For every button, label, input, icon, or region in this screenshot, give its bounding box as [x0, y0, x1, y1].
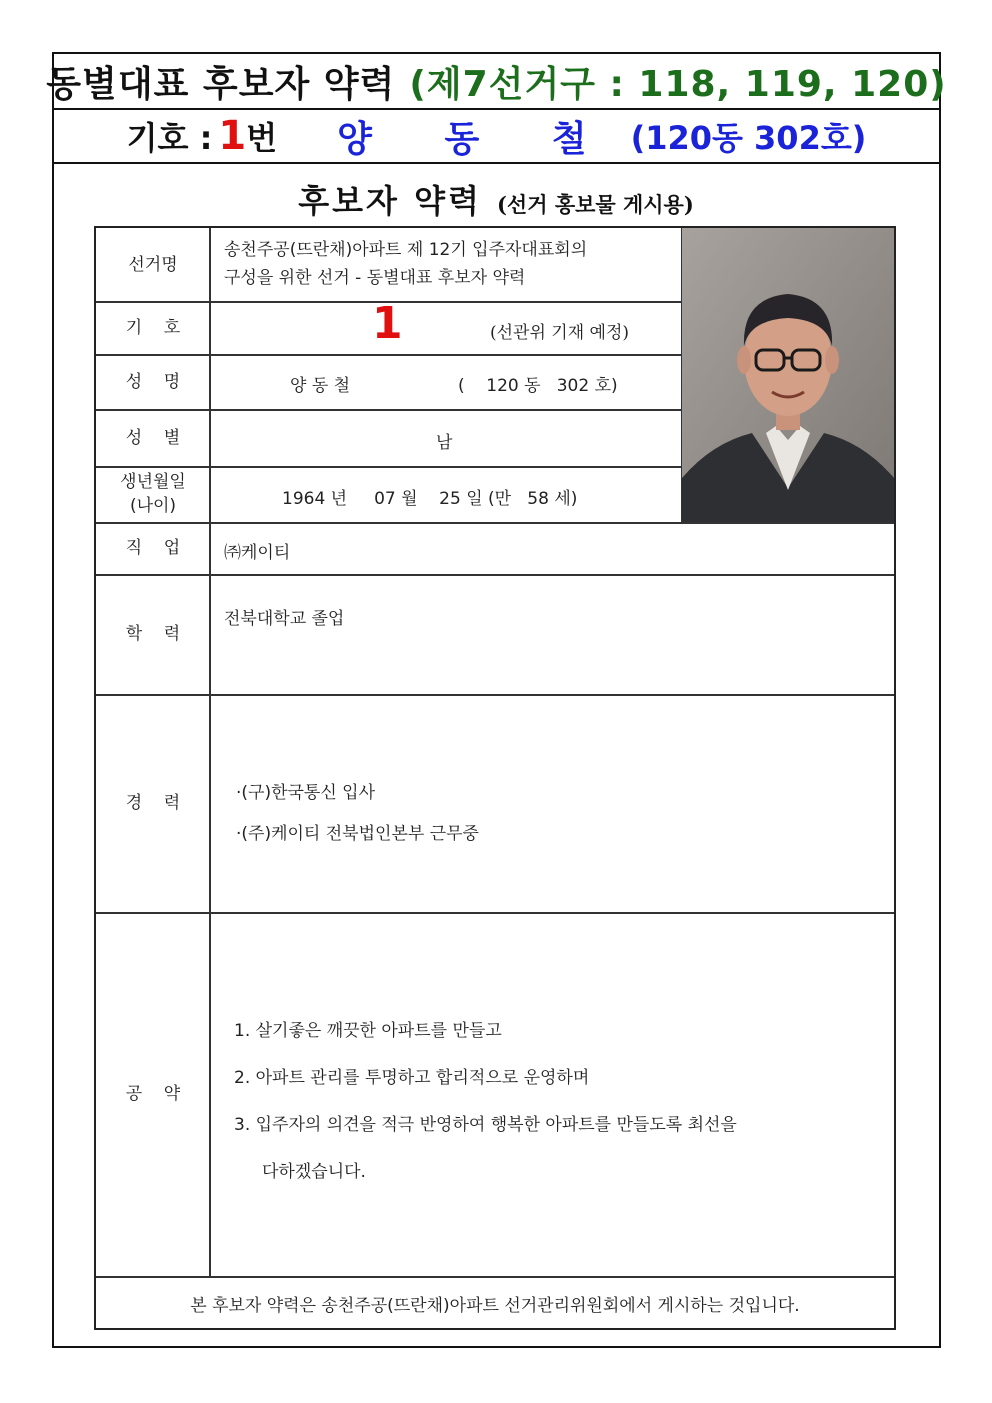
career-list — [236, 773, 479, 855]
pledge-label: 공 약 — [125, 1084, 181, 1104]
row-divider — [96, 694, 894, 696]
birth-label: 생년월일 (나이) — [120, 472, 186, 516]
number-note: (선관위 기재 예정) — [490, 323, 630, 343]
document-subtitle: (선거 홍보물 게시용) — [497, 192, 694, 217]
candidate-address: (120동 302호) — [630, 119, 867, 157]
document-title — [0, 176, 992, 222]
election-name-line2: 구성을 위한 선거 - 동별대표 후보자 약력 — [224, 268, 526, 288]
poster-header — [46, 54, 947, 110]
name-value: 양 동 철 — [290, 376, 351, 396]
document-title-main: 후보자 약력 — [298, 182, 482, 220]
footer-note: 본 후보자 약력은 송천주공(뜨란채)아파트 선거관리위원회에서 게시하는 것입니다. — [190, 1295, 800, 1316]
pledge-item: 3. 입주자의 의견을 적극 반영하여 행복한 아파트를 만들도록 최선을 — [234, 1115, 737, 1135]
row-divider — [96, 912, 894, 914]
pledge-list — [234, 1008, 737, 1196]
career-item: ·(주)케이티 전북법인본부 근무중 — [236, 824, 479, 844]
candidate-number-suffix: 번 — [246, 119, 278, 157]
row-divider — [96, 522, 894, 524]
name-label: 성 명 — [125, 371, 181, 392]
candidate-banner — [54, 110, 939, 164]
birth-value: 1964 년 07 월 25 일 (만 58 세) — [282, 489, 578, 509]
poster-title: 동별대표 후보자 약력 — [46, 63, 396, 105]
election-name-label: 선거명 — [128, 254, 178, 275]
candidate-name: 양 동 철 — [337, 118, 617, 160]
candidate-number: 1 — [218, 113, 247, 159]
candidate-portrait-image — [682, 228, 894, 522]
election-name-value — [224, 236, 587, 292]
job-value: ㈜케이티 — [224, 543, 291, 563]
gender-value: 남 — [436, 433, 453, 453]
education-value: 전북대학교 졸업 — [224, 609, 345, 629]
number-value: 1 — [372, 298, 403, 349]
career-label: 경 력 — [125, 793, 181, 813]
row-divider — [96, 574, 894, 576]
name-unit: ( 120 동 302 호) — [458, 376, 618, 396]
district-label: (제7선거구 : 118, 119, 120) — [409, 63, 947, 105]
election-name-line1: 송천주공(뜨란채)아파트 제 12기 입주자대표회의 — [224, 240, 588, 260]
job-label: 직 업 — [125, 538, 181, 558]
pledge-item: 1. 살기좋은 깨끗한 아파트를 만들고 — [234, 1021, 502, 1041]
gender-label: 성 별 — [125, 427, 181, 448]
number-label: 기 호 — [125, 317, 181, 338]
pledge-item: 2. 아파트 관리를 투명하고 합리적으로 운영하며 — [234, 1068, 590, 1088]
education-label: 학 력 — [125, 624, 181, 644]
career-item: ·(구)한국통신 입사 — [236, 783, 376, 803]
candidate-number-label: 기호 : — [126, 119, 213, 157]
candidate-photo — [682, 228, 894, 522]
pledge-item-continuation: 다하겠습니다. — [262, 1162, 366, 1182]
profile-table — [94, 226, 896, 1330]
